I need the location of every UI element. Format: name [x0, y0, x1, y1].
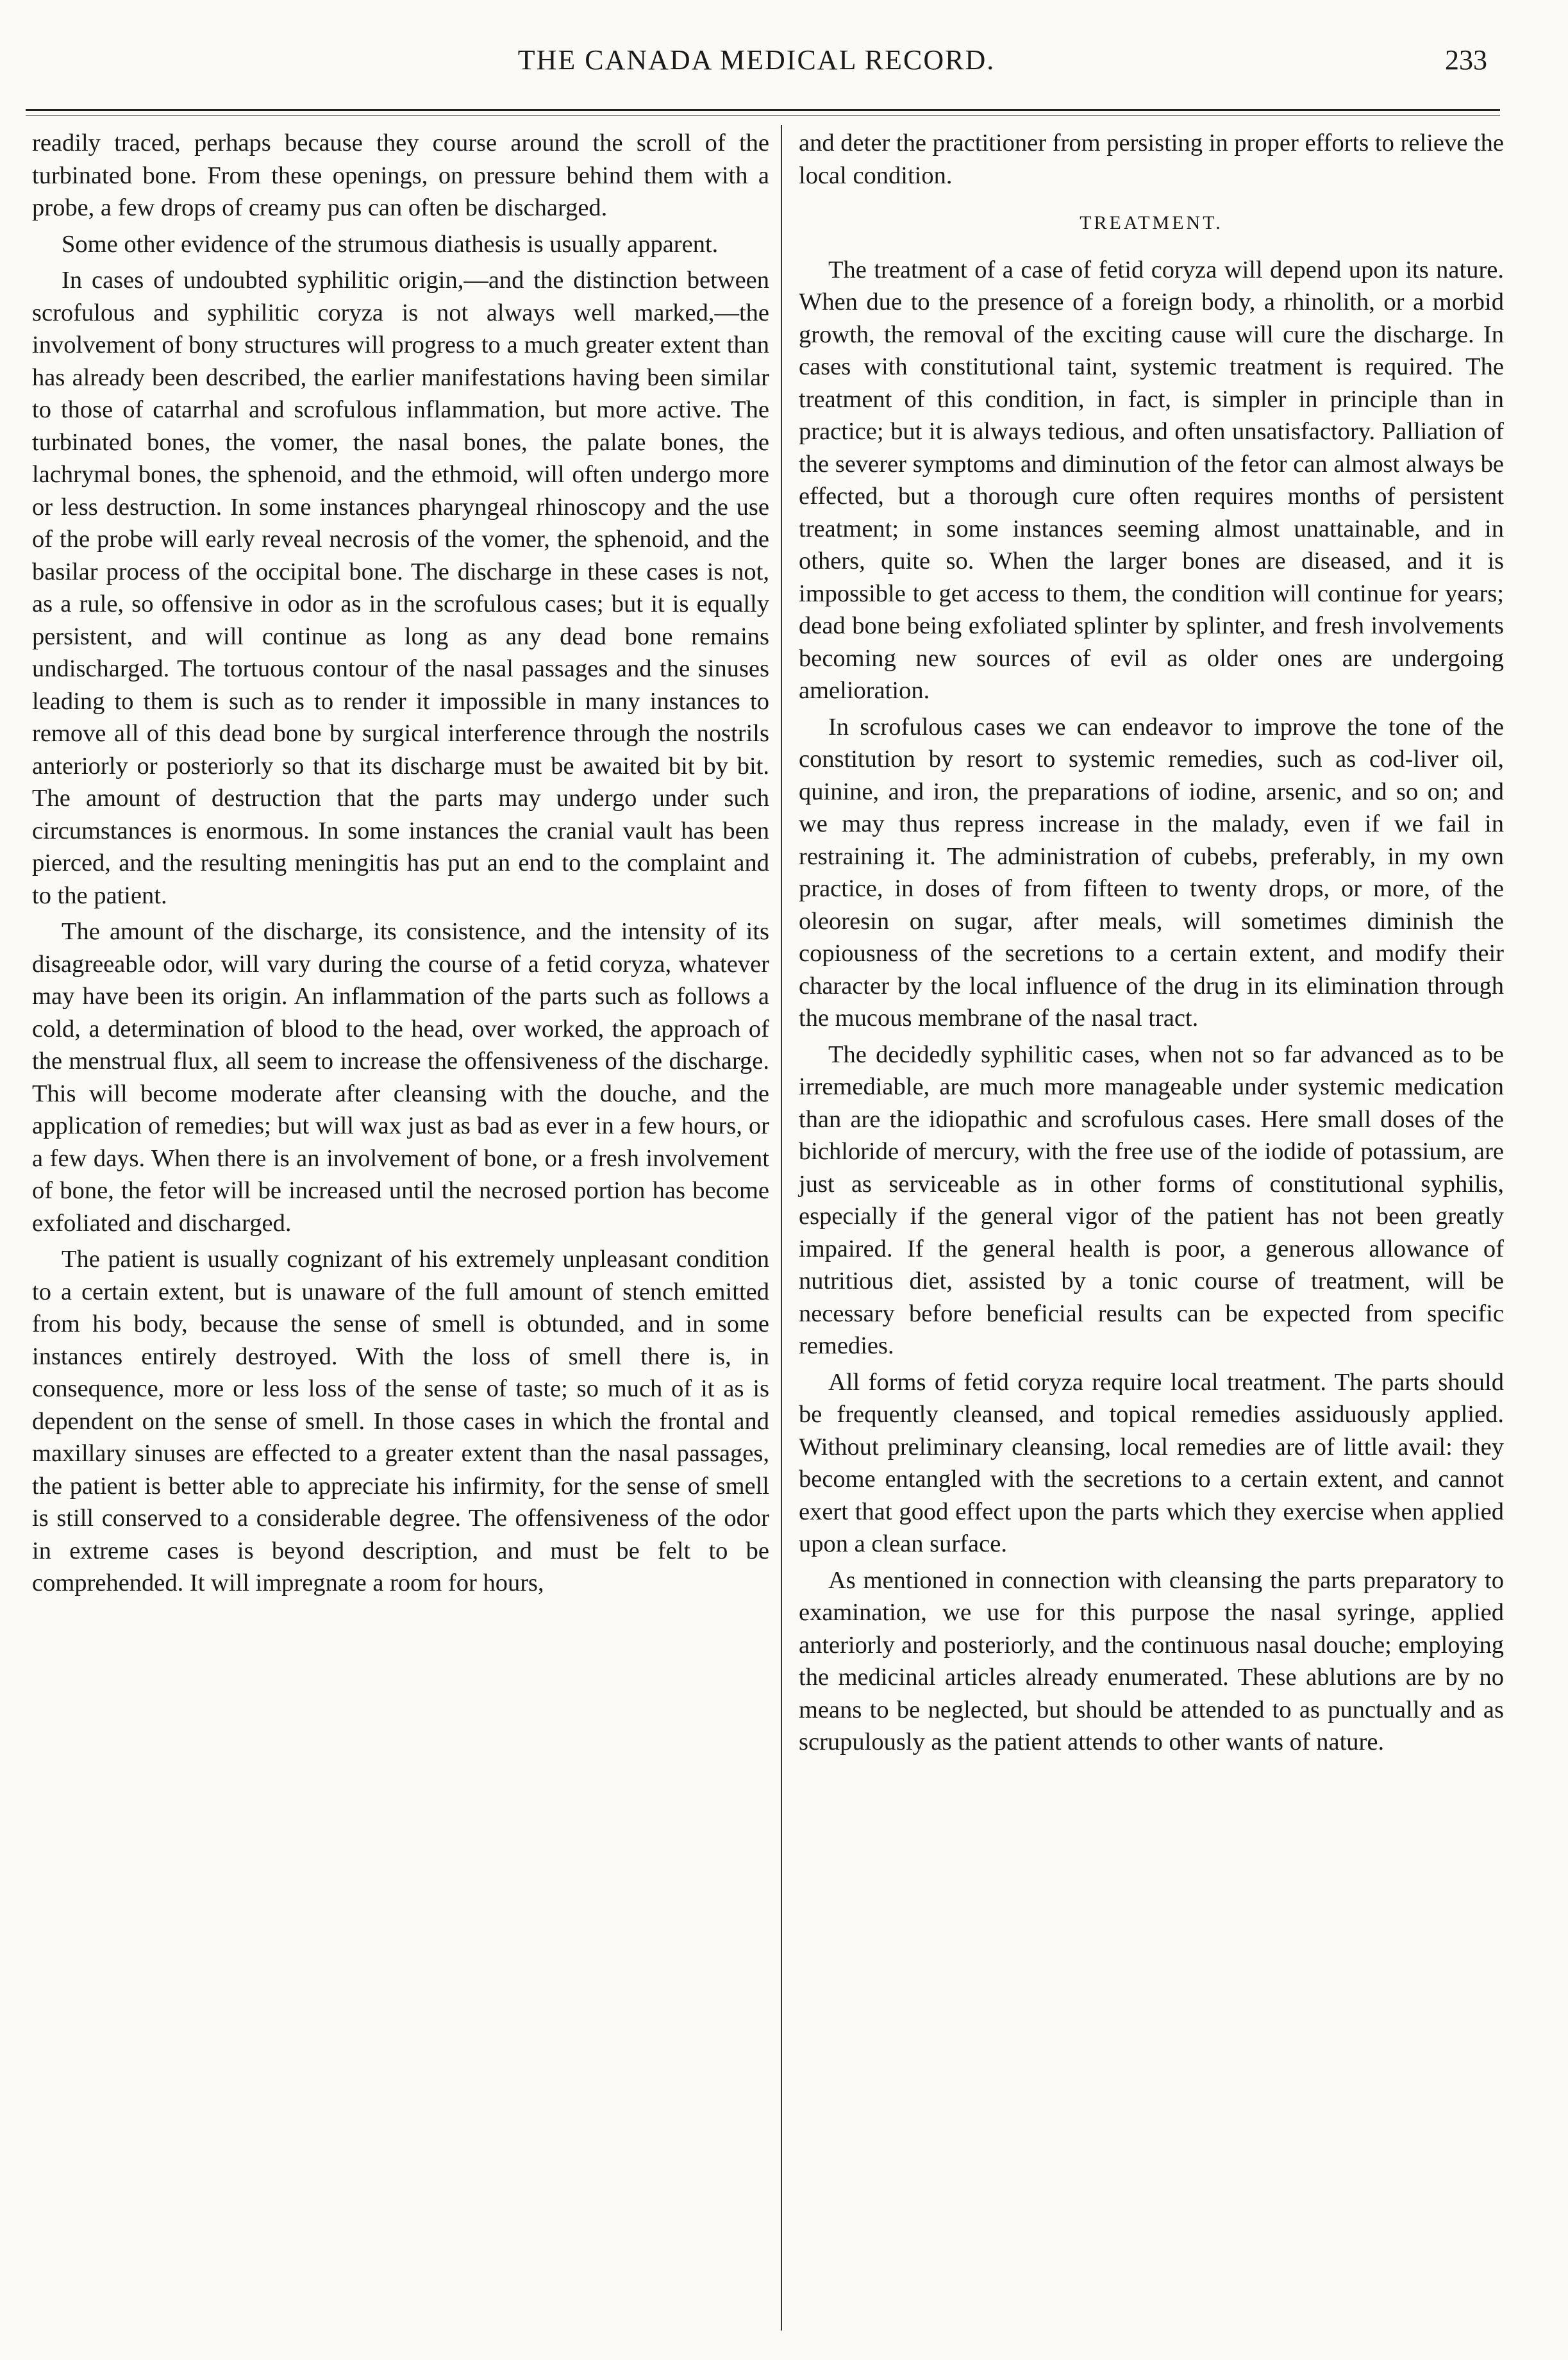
header-rule-thin: [26, 115, 1500, 116]
paragraph: The patient is usually cognizant of his extremely unpleasant condition to a certain extent, but is unaware of the full amount of stench emitted from his body, because the sense of smell is obtunded, and in some instances entirely destroyed. With the loss of smell there is, in consequence, more or less loss of the sense of taste; so much of it as is dependent on the sense of smell. In those cases in which the frontal and maxillary sinuses are effected to a greater extent than the nasal passages, the patient is better able to appreciate his infirmity, for the sense of smell is still conserved to a considerable degree. The offensiveness of the odor in extreme cases is beyond description, and must be felt to be comprehended. It will impregnate a room for hours,: [32, 1246, 769, 1596]
journal-title: THE CANADA MEDICAL RECORD.: [517, 44, 996, 76]
column-divider: [781, 125, 782, 2331]
paragraph: The decidedly syphilitic cases, when not so far advanced as to be irremediable, are much more manageable under systemic medication than are the idiopathic and scrofulous cases. Here small doses of the bichloride of mercury, with the free use of the iodide of potassium, are just as serviceable as in other forms of constitutional syphilis, especially if the general vigor of the patient has not been greatly impaired. If the general health is poor, a generous allowance of nutritious diet, assisted by a tonic course of treatment, will be necessary before beneficial results can be expected from specific remedies.: [799, 1041, 1504, 1359]
paragraph: As mentioned in connection with cleansing the parts preparatory to examination, we use for this purpose the nasal syringe, applied anteriorly and posteriorly, and the continuous nasal douche; employing the medicinal articles already enumerated. These ablutions are by no means to be neglected, but should be attended to as punctually and as scrupulously as the patient attends to other wants of nature.: [799, 1566, 1504, 1755]
running-header: [26, 44, 1487, 88]
paragraph: The amount of the discharge, its consistence, and the intensity of its disagreeable odor, will vary during the course of a fetid coryza, whatever may have been its origin. An inflammation of the parts such as follows a cold, a determination of blood to the head, over worked, the approach of the menstrual flux, all seem to increase the offensiveness of the discharge. This will become moderate after cleansing with the douche, and the application of remedies; but will wax just as bad as ever in a few hours, or a few days. When there is an involvement of bone, or a fresh involvement of bone, the fetor will be increased until the necrosed portion has become exfoliated and discharged.: [32, 918, 769, 1237]
right-column: [799, 127, 1504, 1762]
left-column: [32, 127, 769, 1603]
header-rule: [26, 109, 1500, 111]
paragraph: readily traced, perhaps because they course around the scroll of the turbinated bone. From these openings, on pressure behind them with a probe, a few drops of creamy pus can often be discharged.: [32, 130, 769, 221]
section-heading-treatment: TREATMENT.: [1080, 212, 1223, 233]
paragraph: The treatment of a case of fetid coryza will depend upon its nature. When due to the presence of a foreign body, a rhinolith, or a morbid growth, the removal of the exciting cause will cure the discharge. In cases with constitutional taint, systemic treatment is required. The treatment of this condition, in fact, is simpler in principle than in practice; but it is always tedious, and often unsatisfactory. Palliation of the severer symptoms and diminution of the fetor can almost always be effected, but a thorough cure often requires months of persistent treatment; in some instances seeming almost unattainable, and in others, quite so. When the larger bones are diseased, and it is impossible to get access to them, the condition will continue for years; dead bone being exfoliated splinter by splinter, and fresh involvements becoming new sources of evil as older ones are undergoing amelioration.: [799, 256, 1504, 704]
page-number: 233: [1445, 44, 1487, 76]
paragraph: In cases of undoubted syphilitic origin,—and the distinction between scrofulous and syphilitic coryza is not always well marked,—the involvement of bony structures will progress to a much greater extent than has already been described, the earlier manifestations having been similar to those of catarrhal and scrofulous inflammation, but more active. The turbinated bones, the vomer, the nasal bones, the palate bones, the lachrymal bones, the sphenoid, and the ethmoid, will often undergo more or less destruction. In some instances pharyngeal rhinoscopy and the use of the probe will early reveal necrosis of the vomer, the sphenoid, and the basilar process of the occipital bone. The discharge in these cases is not, as a rule, so offensive in odor as in the scrofulous cases; but it is equally persistent, and will continue as long as any dead bone remains undischarged. The tortuous contour of the nasal passages and the sinuses leading to them is such as to render it impossible in many instances to remove all of this dead bone by surgical interference through the nostrils anteriorly or posteriorly so that its discharge must be awaited bit by bit. The amount of destruction that the parts may undergo under such circumstances is enormous. In some instances the cranial vault has been pierced, and the resulting meningitis has put an end to the complaint and to the patient.: [32, 267, 769, 909]
paragraph: and deter the practitioner from persisting in proper efforts to relieve the local condition.: [799, 130, 1504, 189]
paragraph: Some other evidence of the strumous diathesis is usually apparent.: [62, 230, 719, 258]
paragraph: In scrofulous cases we can endeavor to improve the tone of the constitution by resort to systemic remedies, such as cod-liver oil, quinine, and iron, the preparations of iodine, arsenic, and so on; and we may thus repress increase in the malady, even if we fail in restraining it. The administration of cubebs, preferably, in my own practice, in doses of from fifteen to twenty drops, or more, of the oleoresin on sugar, after meals, will sometimes diminish the copiousness of the secretions to a certain extent, and modify their character by the local influence of the drug in its elimination through the mucous membrane of the nasal tract.: [799, 713, 1504, 1032]
paragraph: All forms of fetid coryza require local treatment. The parts should be frequently cleansed, and topical remedies assiduously applied. Without preliminary cleansing, local remedies are of little avail: they become entangled with the secretions to a certain extent, and cannot exert that good effect upon the parts which they exercise when applied upon a clean surface.: [799, 1368, 1504, 1557]
